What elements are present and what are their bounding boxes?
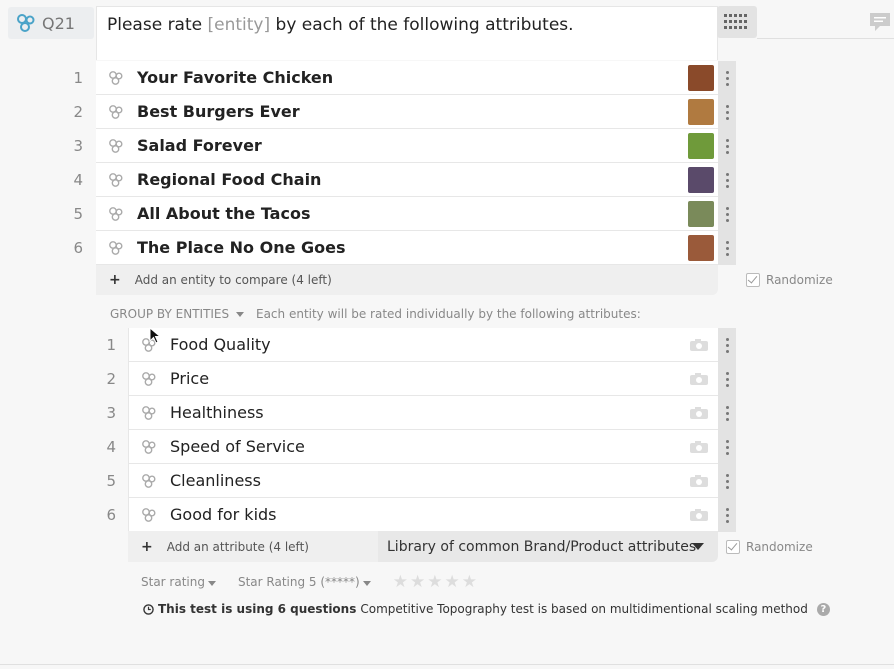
star-icon: ★ — [444, 572, 460, 592]
attribute-label: Price — [170, 369, 210, 388]
attribute-row[interactable] — [128, 430, 718, 464]
attribute-number: 4 — [106, 438, 116, 456]
star-preview — [393, 572, 477, 592]
camera-icon[interactable] — [689, 474, 709, 488]
checkbox-checked-icon — [726, 540, 740, 554]
entity-image[interactable] — [688, 167, 714, 193]
test-info — [143, 602, 830, 616]
entity-image[interactable] — [688, 65, 714, 91]
test-info-bold: This test is using 6 questions — [158, 602, 357, 616]
drag-handle-icon[interactable] — [718, 61, 736, 95]
star-icon: ★ — [392, 572, 408, 592]
camera-icon[interactable] — [689, 406, 709, 420]
attribute-label: Good for kids — [170, 505, 277, 524]
entity-label: The Place No One Goes — [137, 238, 346, 257]
drag-handle-icon[interactable] — [718, 464, 736, 498]
group-description: Each entity will be rated individually by the following attributes: — [256, 307, 641, 321]
rating-type-label: Star rating — [141, 575, 205, 589]
entity-icon — [108, 172, 124, 188]
randomize-attributes-checkbox[interactable] — [726, 540, 813, 554]
drag-handle-icon[interactable] — [718, 498, 736, 532]
attribute-number: 1 — [106, 336, 116, 354]
caret-down-icon — [692, 543, 704, 550]
attribute-icon — [141, 405, 157, 421]
caret-down-icon — [363, 581, 371, 586]
question-number: Q21 — [42, 13, 75, 33]
caret-down-icon — [208, 581, 216, 586]
randomize-entities-checkbox[interactable] — [746, 273, 833, 287]
drag-handle-icon[interactable] — [718, 396, 736, 430]
entity-number: 3 — [73, 137, 83, 155]
camera-icon[interactable] — [689, 372, 709, 386]
attribute-label: Speed of Service — [170, 437, 305, 456]
star-icon: ★ — [461, 572, 477, 592]
plus-icon: + — [109, 272, 121, 288]
entity-row[interactable] — [96, 197, 718, 231]
attribute-row[interactable] — [128, 498, 718, 532]
entity-label: All About the Tacos — [137, 204, 311, 223]
entity-label: Salad Forever — [137, 136, 262, 155]
grid-icon — [724, 14, 750, 30]
checkbox-checked-icon — [746, 273, 760, 287]
plus-icon: + — [141, 538, 153, 555]
library-label: Library of common Brand/Product attributes — [387, 538, 697, 555]
comment-icon[interactable] — [868, 11, 892, 33]
entity-row[interactable] — [96, 163, 718, 197]
entity-icon — [108, 240, 124, 256]
rating-scale-label: Star Rating 5 (*****) — [237, 575, 360, 589]
attribute-number: 5 — [106, 472, 116, 490]
camera-icon[interactable] — [689, 338, 709, 352]
entity-number: 4 — [73, 171, 83, 189]
entity-label: Regional Food Chain — [137, 170, 322, 189]
group-by-dropdown[interactable] — [110, 307, 244, 321]
camera-icon[interactable] — [689, 440, 709, 454]
randomize-label: Randomize — [746, 540, 813, 554]
add-entity-label: Add an entity to compare (4 left) — [134, 273, 332, 287]
entity-image[interactable] — [688, 133, 714, 159]
title-placeholder: [entity] — [207, 15, 271, 35]
camera-icon[interactable] — [689, 508, 709, 522]
attribute-label: Healthiness — [170, 403, 264, 422]
add-attribute-button[interactable] — [128, 531, 378, 562]
attribute-row[interactable] — [128, 464, 718, 498]
drag-handle-icon[interactable] — [718, 129, 736, 163]
entity-label: Best Burgers Ever — [137, 102, 300, 121]
group-by-label: GROUP BY ENTITIES — [110, 307, 230, 321]
entity-image[interactable] — [688, 235, 714, 261]
entity-image[interactable] — [688, 99, 714, 125]
drag-handle-icon[interactable] — [718, 430, 736, 464]
attribute-icon — [141, 507, 157, 523]
divider — [757, 38, 894, 39]
attribute-number: 3 — [106, 404, 116, 422]
attribute-row[interactable] — [128, 328, 718, 362]
attribute-icon — [141, 371, 157, 387]
drag-handle-icon[interactable] — [718, 231, 736, 265]
drag-handle-icon[interactable] — [718, 362, 736, 396]
entity-icon — [108, 206, 124, 222]
clock-icon — [143, 604, 154, 615]
attribute-library-dropdown[interactable] — [378, 531, 718, 562]
rating-scale-dropdown[interactable] — [238, 575, 371, 589]
entity-number: 5 — [73, 205, 83, 223]
drag-handle-icon[interactable] — [718, 197, 736, 231]
randomize-label: Randomize — [766, 273, 833, 287]
entity-icon — [108, 104, 124, 120]
attribute-label: Food Quality — [170, 335, 271, 354]
entity-number: 2 — [73, 103, 83, 121]
test-info-text: Competitive Topography test is based on multidimentional scaling method — [360, 602, 808, 616]
entity-image[interactable] — [688, 201, 714, 227]
attribute-number: 2 — [106, 370, 116, 388]
entity-icon — [108, 138, 124, 154]
grid-layout-button[interactable] — [717, 6, 757, 38]
entity-row[interactable] — [96, 231, 718, 265]
entity-label: Your Favorite Chicken — [137, 68, 334, 87]
star-icon: ★ — [409, 572, 426, 592]
drag-handle-icon[interactable] — [718, 328, 736, 362]
rating-type-dropdown[interactable] — [141, 575, 216, 589]
question-label — [8, 7, 94, 39]
attribute-row[interactable] — [128, 362, 718, 396]
drag-handle-icon[interactable] — [718, 95, 736, 129]
attribute-icon — [141, 473, 157, 489]
attribute-label: Cleanliness — [170, 471, 261, 490]
title-text-before: Please rate — [107, 15, 208, 35]
entity-number: 1 — [73, 69, 83, 87]
divider — [0, 664, 894, 665]
entity-row[interactable] — [96, 61, 718, 95]
entity-icon — [108, 70, 124, 86]
caret-down-icon — [236, 312, 244, 317]
entity-row[interactable] — [96, 129, 718, 163]
add-entity-button[interactable] — [96, 265, 718, 295]
help-icon[interactable]: ? — [817, 603, 830, 616]
entity-number: 6 — [73, 239, 83, 257]
molecule-icon — [16, 14, 36, 32]
drag-handle-icon[interactable] — [718, 163, 736, 197]
mouse-cursor-icon — [149, 327, 161, 345]
attribute-icon — [141, 439, 157, 455]
entity-row[interactable] — [96, 95, 718, 129]
attribute-number: 6 — [106, 506, 116, 524]
title-text-after: by each of the following attributes. — [270, 15, 574, 35]
attribute-row[interactable] — [128, 396, 718, 430]
rating-settings — [141, 572, 477, 592]
add-attribute-label: Add an attribute (4 left) — [166, 539, 309, 554]
star-icon: ★ — [427, 572, 443, 592]
question-title[interactable] — [96, 6, 718, 60]
